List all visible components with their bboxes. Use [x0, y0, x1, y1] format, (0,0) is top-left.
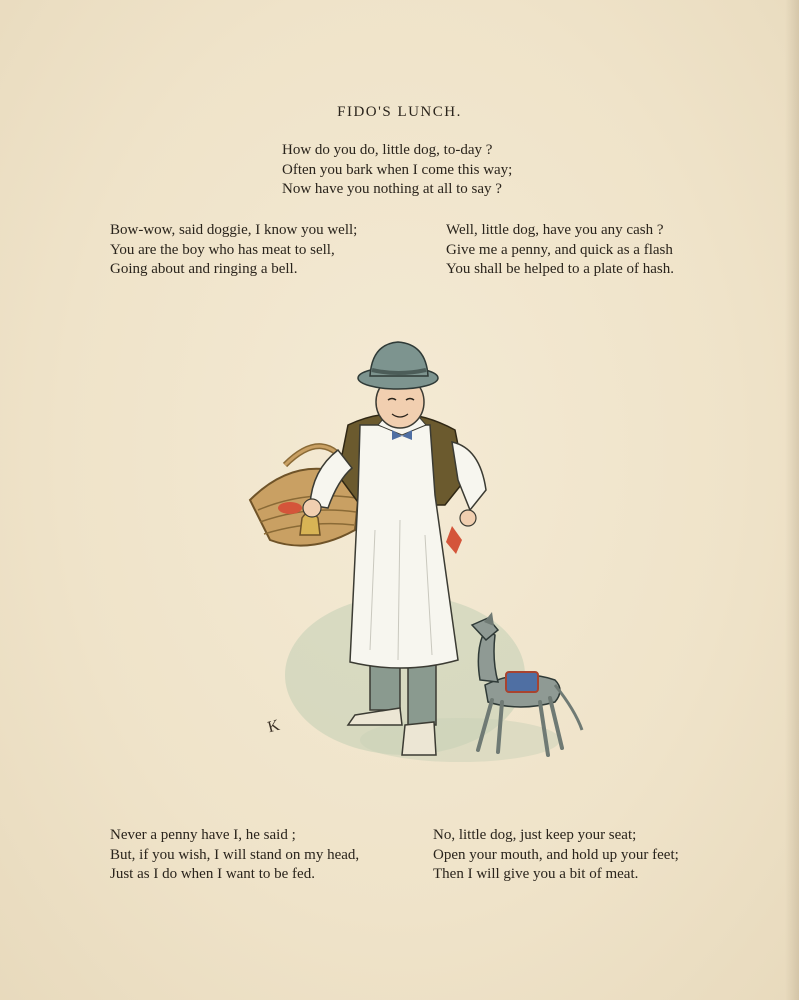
stanza-line: But, if you wish, I will stand on my head,	[110, 846, 360, 863]
stanza-line: Often you bark when I come this way;	[282, 161, 513, 178]
stanza-5	[433, 826, 679, 885]
stanza-1	[282, 141, 512, 200]
poem-title: FIDO'S LUNCH.	[337, 104, 462, 120]
stanza-line: Open your mouth, and hold up your feet;	[433, 846, 679, 863]
right-sleeve	[452, 442, 486, 510]
right-boot	[402, 722, 436, 755]
page-edge-shadow	[785, 0, 799, 1000]
stanza-line: Going about and ringing a bell.	[110, 261, 298, 277]
stanza-4	[110, 826, 359, 885]
right-leg	[408, 665, 436, 725]
stanza-line: No, little dog, just keep your seat;	[433, 827, 637, 843]
stanza-line: Well, little dog, have you any cash ?	[446, 222, 664, 238]
stanza-line: How do you do, little dog, to-day ?	[282, 142, 493, 158]
stanza-line: Now have you nothing at all to say ?	[282, 181, 502, 197]
stanza-line: Then I will give you a bit of meat.	[433, 866, 639, 882]
stanza-line: Bow-wow, said doggie, I know you well;	[110, 222, 358, 238]
butcher-boy-and-dog-illustration	[230, 330, 600, 780]
left-hand	[303, 499, 321, 517]
stanza-2	[110, 221, 357, 280]
stanza-3	[446, 221, 674, 280]
stanza-line: Never a penny have I, he said ;	[110, 827, 296, 843]
stanza-line: You are the boy who has meat to sell,	[110, 241, 335, 258]
stanza-line: Give me a penny, and quick as a flash	[446, 241, 673, 258]
dog-tail	[555, 685, 582, 730]
dog-blanket	[506, 672, 538, 692]
stanza-line: Just as I do when I want to be fed.	[110, 866, 315, 882]
stanza-line: You shall be helped to a plate of hash.	[446, 261, 675, 277]
right-hand	[460, 510, 476, 526]
left-leg	[370, 665, 400, 710]
meat-scrap	[446, 526, 462, 554]
artist-monogram: K	[265, 716, 282, 737]
